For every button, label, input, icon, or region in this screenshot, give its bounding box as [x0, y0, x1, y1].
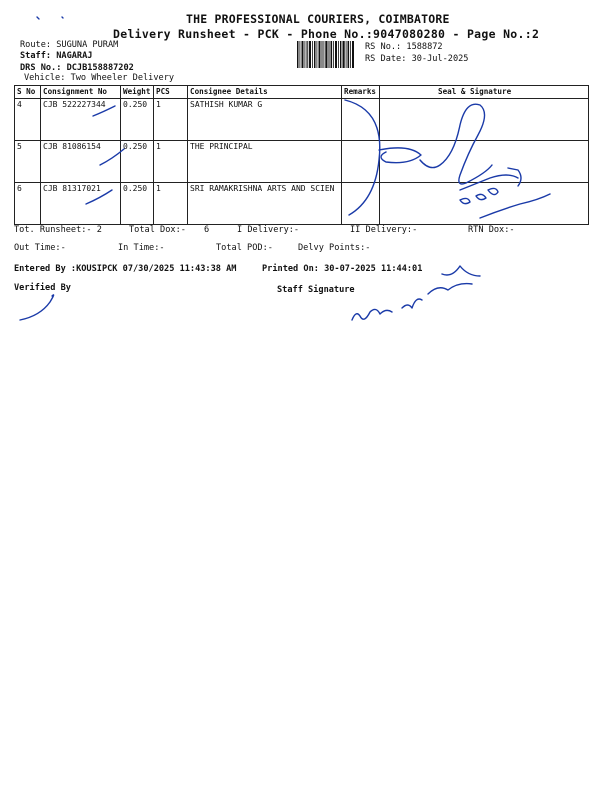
cell-consignee: THE PRINCIPAL — [188, 141, 342, 183]
cell-sno: 5 — [15, 141, 41, 183]
vehicle-text: Vehicle: Two Wheeler Delivery — [24, 73, 175, 83]
company-title: THE PROFESSIONAL COURIERS, COIMBATORE — [186, 12, 450, 26]
rtn-dox: RTN Dox:- — [468, 225, 515, 235]
col-seal: Seal & Signature — [380, 86, 589, 99]
cell-remarks — [342, 141, 380, 183]
cell-consignee: SATHISH KUMAR G — [188, 99, 342, 141]
col-weight: Weight — [121, 86, 154, 99]
cell-consignee: SRI RAMAKRISHNA ARTS AND SCIEN — [188, 183, 342, 225]
i-delivery: I Delivery:- — [237, 225, 300, 235]
cell-seal — [380, 99, 589, 141]
cell-pcs: 1 — [154, 99, 188, 141]
col-pcs: PCS — [154, 86, 188, 99]
drs-number: DRS No.: DCJB158887202 — [20, 63, 134, 73]
rs-date: RS Date: 30-Jul-2025 — [365, 54, 469, 64]
route-text: Route: SUGUNA PURAM — [20, 40, 119, 50]
col-sno: S No — [15, 86, 41, 99]
table-row — [15, 141, 589, 183]
in-time: In Time:- — [118, 243, 165, 253]
total-pod: Total POD:- — [216, 243, 273, 253]
cell-sno: 6 — [15, 183, 41, 225]
tot-runsheet: Tot. Runsheet:- 2 — [14, 225, 102, 235]
barcode-image — [297, 41, 355, 68]
table-header-row — [15, 86, 589, 99]
cell-seal — [380, 183, 589, 225]
delivery-table — [14, 85, 589, 225]
total-dox-label: Total Dox:- — [129, 225, 186, 235]
cell-consignment: CJB 81317021 — [41, 183, 121, 225]
table-row — [15, 99, 589, 141]
cell-seal — [380, 141, 589, 183]
cell-pcs: 1 — [154, 183, 188, 225]
entered-by: Entered By :KOUSIPCK 07/30/2025 11:43:38 AM — [14, 264, 237, 274]
cell-consignment: CJB 81086154 — [41, 141, 121, 183]
verified-by-label: Verified By — [14, 283, 71, 293]
col-remarks: Remarks — [342, 86, 380, 99]
cell-weight: 0.250 — [121, 183, 154, 225]
staff-text: Staff: NAGARAJ — [20, 51, 93, 61]
staff-signature-label: Staff Signature — [277, 285, 355, 295]
col-consignee: Consignee Details — [188, 86, 342, 99]
col-consignment: Consignment No — [41, 86, 121, 99]
rs-number: RS No.: 1588872 — [365, 42, 443, 52]
cell-remarks — [342, 99, 380, 141]
cell-remarks — [342, 183, 380, 225]
delvy-points: Delvy Points:- — [298, 243, 371, 253]
cell-weight: 0.250 — [121, 141, 154, 183]
total-dox-value: 6 — [204, 225, 210, 235]
cell-weight: 0.250 — [121, 99, 154, 141]
runsheet-subtitle: Delivery Runsheet - PCK - Phone No.:9047080280 - Page No.:2 — [113, 27, 540, 41]
out-time: Out Time:- — [14, 243, 66, 253]
ii-delivery: II Delivery:- — [350, 225, 418, 235]
cell-pcs: 1 — [154, 141, 188, 183]
cell-sno: 4 — [15, 99, 41, 141]
cell-consignment: CJB 522227344 — [41, 99, 121, 141]
printed-on: Printed On: 30-07-2025 11:44:01 — [262, 264, 423, 274]
table-row — [15, 183, 589, 225]
